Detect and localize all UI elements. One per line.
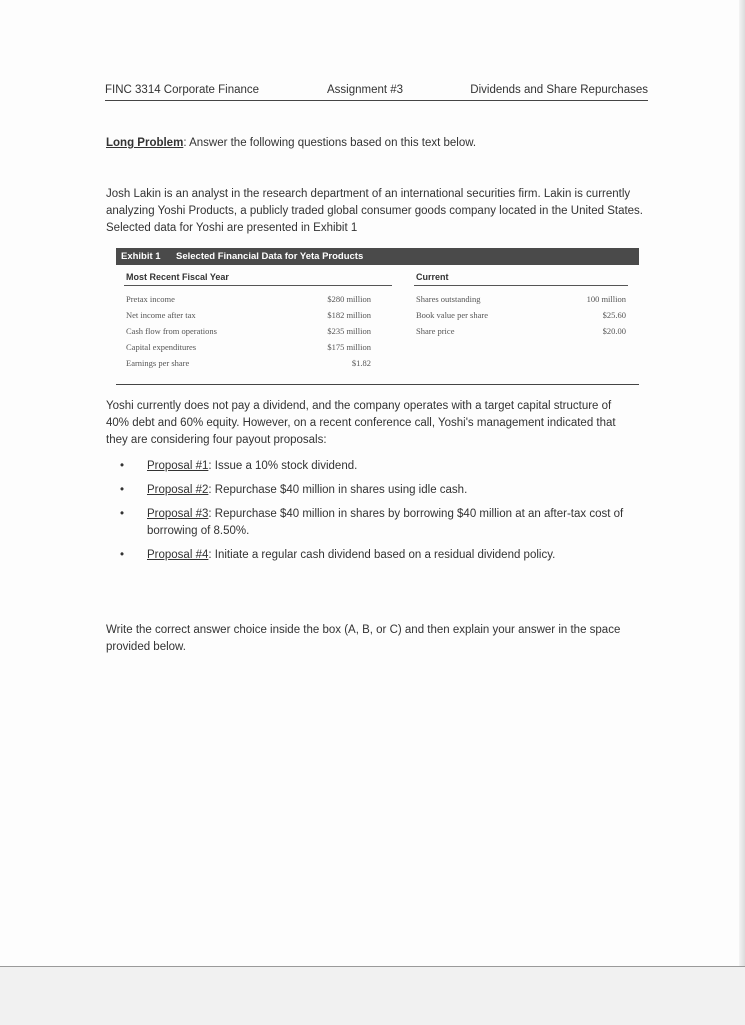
row-value: $1.82 [351, 358, 371, 368]
exhibit-number: Exhibit 1 [121, 251, 161, 262]
intro-line [106, 137, 476, 149]
row-label: Cash flow from operations [126, 326, 217, 336]
row-value: $235 million [327, 326, 371, 336]
heading-rule-right [414, 285, 628, 286]
proposal-label: Proposal #4 [147, 549, 209, 561]
row-label: Share price [416, 326, 455, 336]
bullet-icon: • [120, 549, 125, 561]
row-value: $25.60 [602, 310, 626, 320]
row-label: Pretax income [126, 294, 175, 304]
proposal-text: : Issue a 10% stock dividend. [208, 460, 358, 472]
proposal-label: Proposal #3 [147, 508, 209, 520]
long-problem-label: Long Problem [106, 137, 184, 149]
intro-text: : Answer the following questions based on this text below. [183, 137, 477, 149]
row-value: $182 million [327, 310, 371, 320]
row-label: Book value per share [416, 310, 488, 320]
bullet-icon: • [120, 484, 125, 496]
heading-rule-left [124, 285, 392, 286]
row-label: Earnings per share [126, 358, 190, 368]
proposal-text: : Repurchase $40 million in shares using idle cash. [208, 484, 468, 496]
scan-bottom-strip [0, 966, 745, 1025]
exhibit-table [116, 248, 639, 385]
course-title: FINC 3314 Corporate Finance [105, 84, 260, 96]
left-column-heading: Most Recent Fiscal Year [126, 272, 229, 282]
row-value: $280 million [327, 294, 371, 304]
proposal-text: : Initiate a regular cash dividend based on a residual dividend policy. [208, 549, 556, 561]
proposal-text: : Repurchase $40 million in shares by borrowing $40 million at an after-tax cost of borrowing of 8.50%. [147, 508, 624, 537]
assignment-title: Assignment #3 [327, 84, 404, 96]
row-label: Net income after tax [126, 310, 196, 320]
page-header [105, 84, 648, 101]
right-column-heading: Current [416, 272, 449, 282]
answer-instruction: Write the correct answer choice inside the box (A, B, or C) and then explain your answer in the space provided below. [106, 624, 621, 653]
bullet-icon: • [120, 460, 125, 472]
row-value: 100 million [586, 294, 626, 304]
scenario-paragraph: Josh Lakin is an analyst in the research department of an international securities firm. Lakin is currently analyzing Yoshi Products, a publicly traded global consumer goods company located in the United States. Selected data for Yoshi are presented in Exhibit 1 [106, 188, 643, 234]
proposal-label: Proposal #2 [147, 484, 209, 496]
row-value: $175 million [327, 342, 371, 352]
row-label: Capital expenditures [126, 342, 197, 352]
exhibit-title-bar [116, 248, 639, 265]
payout-paragraph: Yoshi currently does not pay a dividend, and the company operates with a target capital structure of 40% debt and 60% equity. However, on a recent conference call, Yoshi's management indicated that they are considering four payout proposals: [106, 400, 616, 446]
bullet-icon: • [120, 508, 125, 520]
topic-title: Dividends and Share Repurchases [470, 84, 648, 96]
row-value: $20.00 [602, 326, 626, 336]
proposal-label: Proposal #1 [147, 460, 209, 472]
scan-edge [739, 0, 745, 1024]
exhibit-title: Selected Financial Data for Yeta Products [176, 251, 364, 262]
row-label: Shares outstanding [416, 294, 481, 304]
